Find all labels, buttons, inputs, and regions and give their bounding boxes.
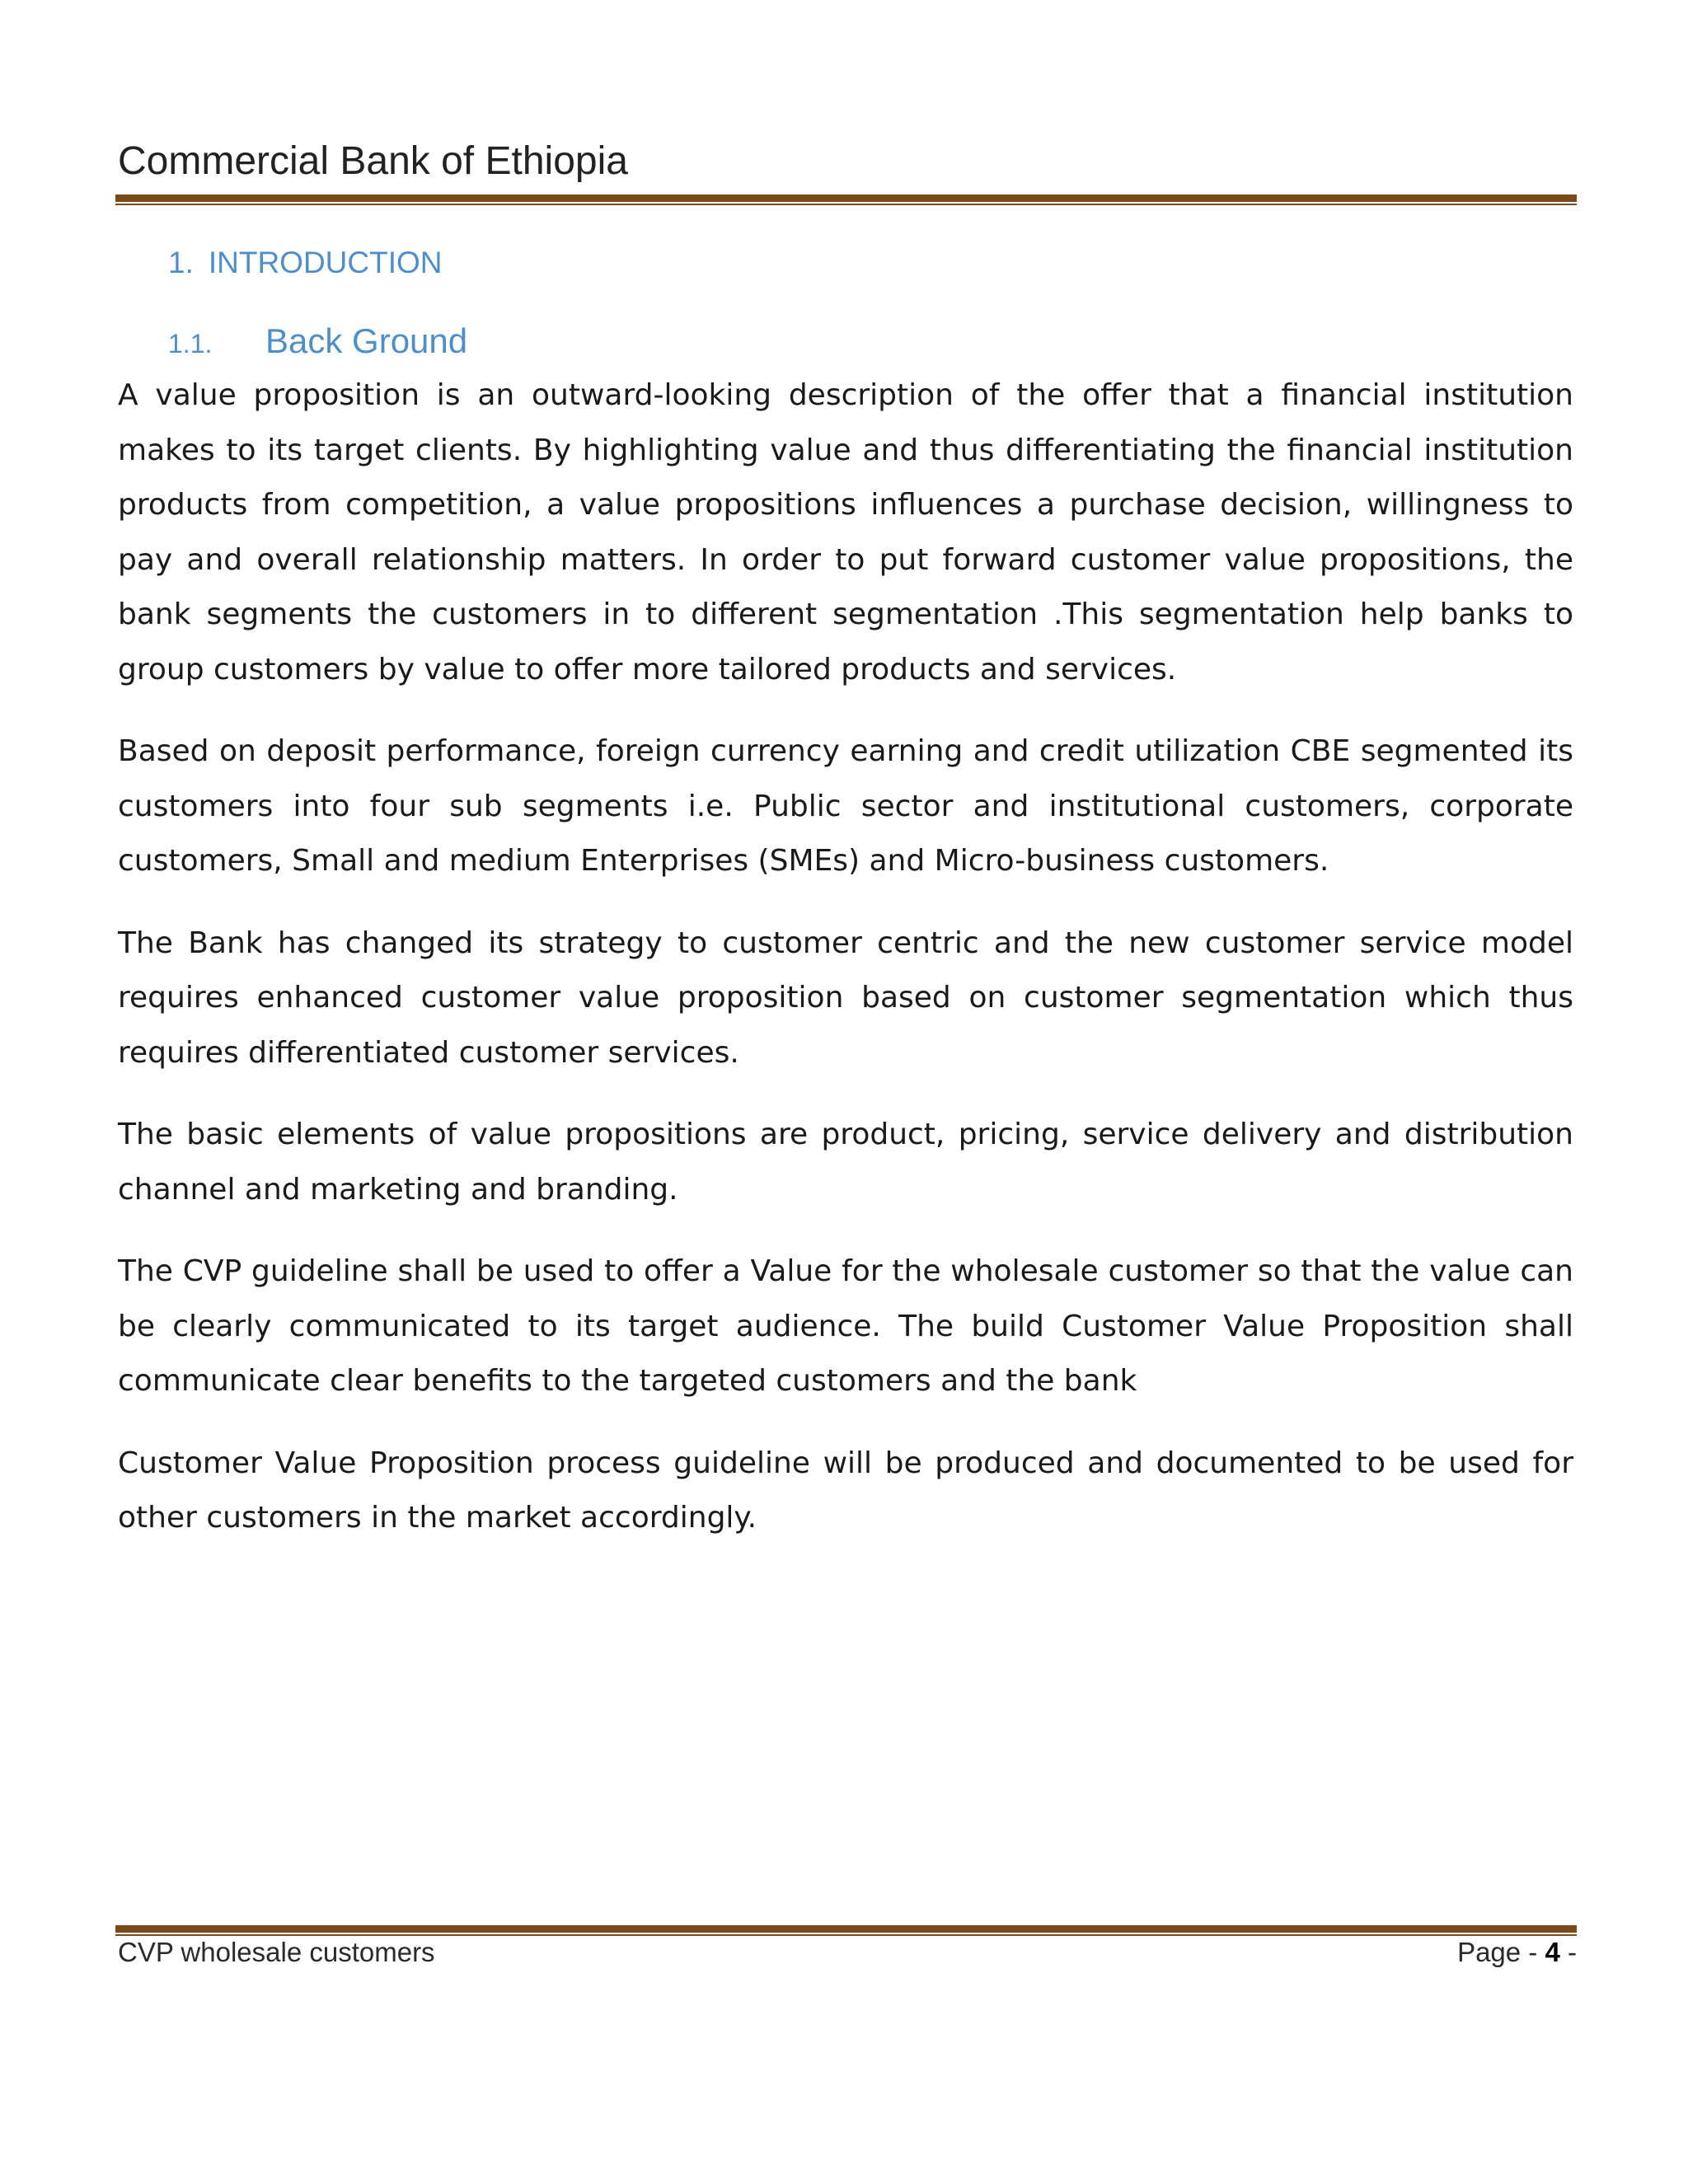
document-header-title: Commercial Bank of Ethiopia (118, 139, 628, 183)
footer-document-name: CVP wholesale customers (118, 1937, 435, 1967)
page-number: 4 (1545, 1937, 1560, 1967)
paragraph: The CVP guideline shall be used to offer a Value for the wholesale customer so that the value can be clearly communicated to its target audience. The build Customer Value Proposition shall communicate clear benefits to the targeted customers and the bank (118, 1254, 1573, 1398)
footer-divider (115, 1925, 1577, 1936)
paragraph: The basic elements of value propositions are product, pricing, service delivery and distribution channel and marketing and branding. (118, 1118, 1573, 1207)
paragraph: Based on deposit performance, foreign currency earning and credit utilization CBE segmented its customers into four sub segments i.e. Public sector and institutional customers, corporate customers, Small and medium Enterprises (SMEs) and Micro-business customers. (118, 734, 1573, 878)
section-number: 1. (168, 246, 194, 279)
subsection-heading (168, 321, 467, 361)
subsection-title: Back Ground (265, 321, 468, 360)
subsection-number: 1.1. (168, 329, 213, 359)
page-suffix: - (1559, 1937, 1577, 1967)
page-prefix: Page - (1457, 1937, 1545, 1967)
paragraph: Customer Value Proposition process guideline will be produced and documented to be used for other customers in the market accordingly. (118, 1446, 1573, 1535)
header-divider (115, 194, 1577, 205)
paragraph: A value proposition is an outward-looking description of the offer that a financial institution makes to its target clients. By highlighting value and thus differentiating the financial institution products from competition, a value propositions influences a purchase decision, willingness to pay and overall relationship matters. In order to put forward customer value propositions, the bank segments the customers in to different segmentation .This segmentation help banks to group customers by value to offer more tailored products and services. (118, 378, 1573, 687)
section-title: INTRODUCTION (208, 246, 443, 279)
section-heading (168, 246, 443, 280)
page-number-label (1457, 1937, 1577, 1968)
paragraph: The Bank has changed its strategy to customer centric and the new customer service model requires enhanced customer value proposition based on customer segmentation which thus requires differentiated customer services. (118, 926, 1573, 1070)
body-text (118, 368, 1573, 1573)
